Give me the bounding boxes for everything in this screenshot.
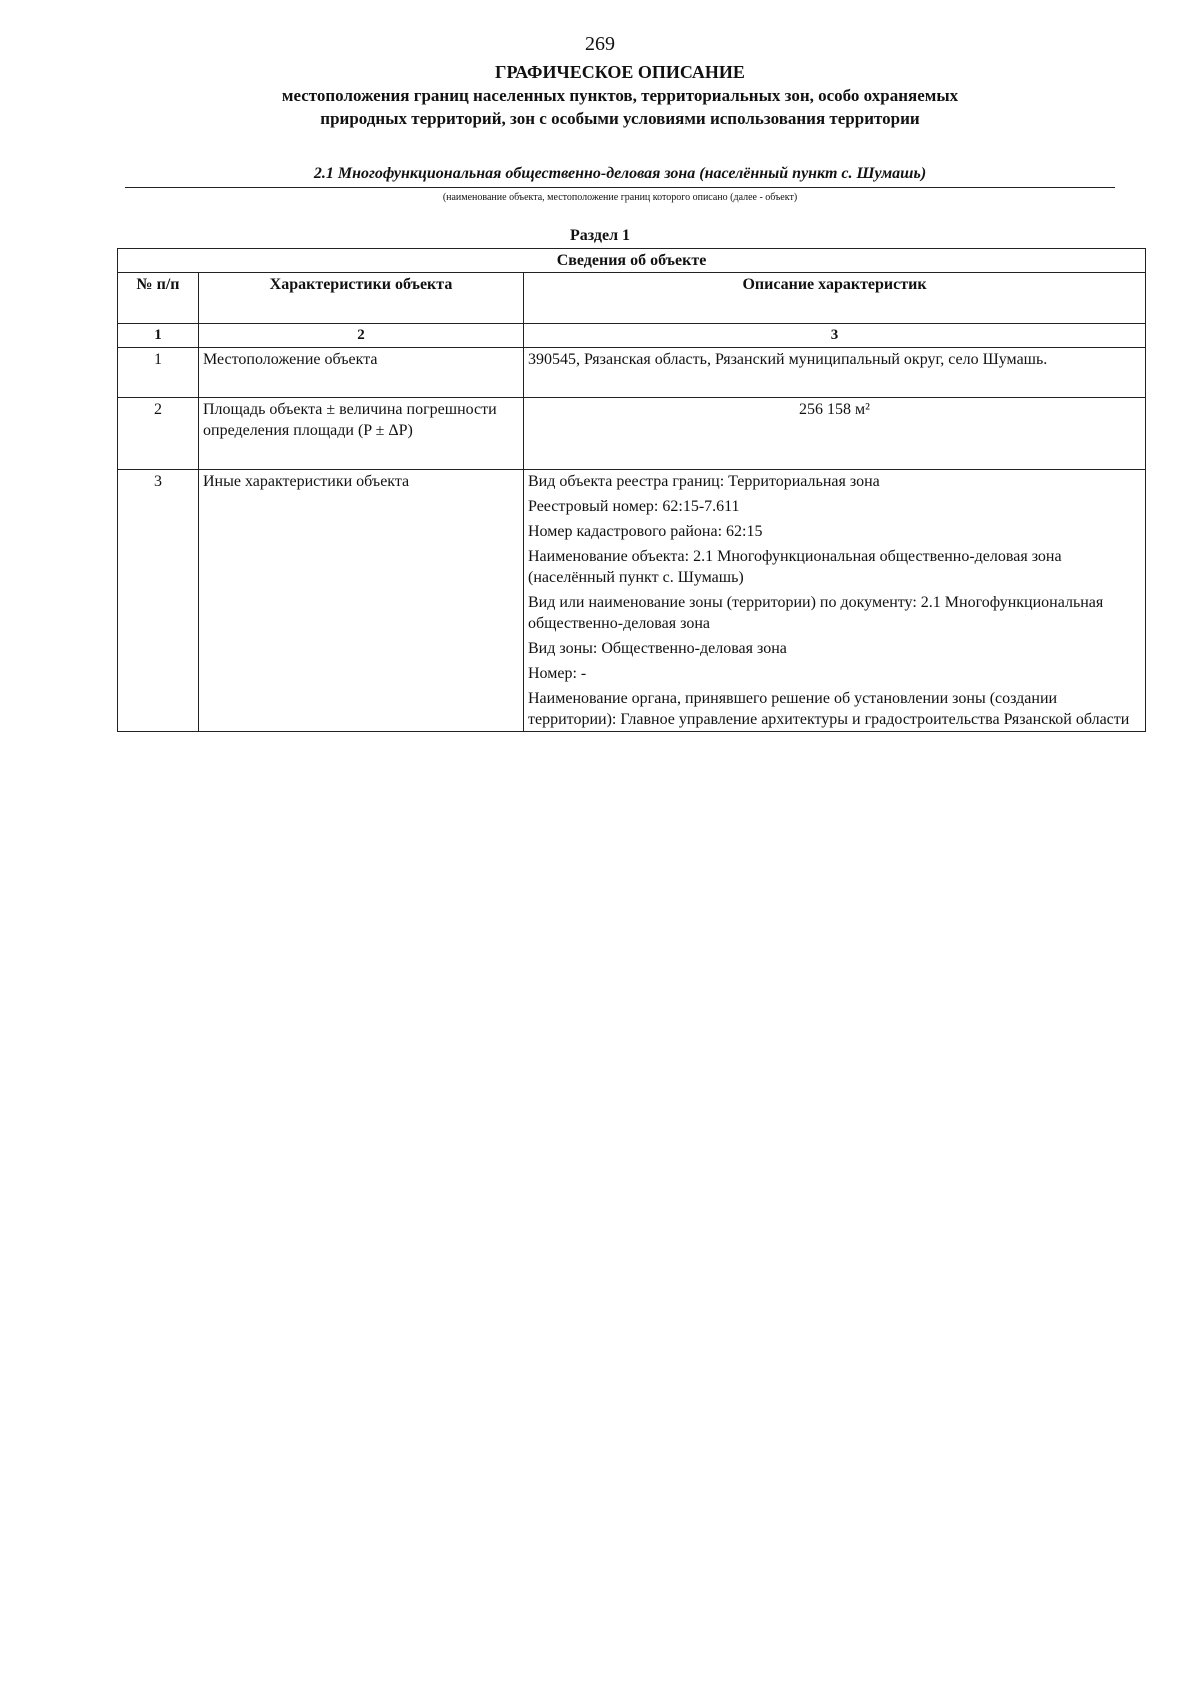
description-line: 390545, Рязанская область, Рязанский муниципальный округ, село Шумашь. bbox=[528, 351, 1048, 368]
row-characteristic: Местоположение объекта bbox=[199, 348, 524, 398]
description-line: Реестровый номер: 62:15-7.611 bbox=[528, 498, 740, 515]
section-title: Раздел 1 bbox=[569, 227, 631, 244]
document-header bbox=[120, 60, 1120, 130]
column-number: 3 bbox=[524, 324, 1146, 348]
header-description: Описание характеристик bbox=[524, 273, 1146, 324]
row-description bbox=[524, 470, 1146, 732]
row-characteristic: Иные характеристики объекта bbox=[199, 470, 524, 732]
document-title: ГРАФИЧЕСКОЕ ОПИСАНИЕ bbox=[495, 62, 745, 82]
table-header-row bbox=[118, 273, 1146, 324]
column-number: 1 bbox=[118, 324, 199, 348]
row-number: 1 bbox=[118, 348, 199, 398]
description-line: Наименование органа, принявшего решение об установлении зоны (создании территории): Главное управление архитектуры и градостроительства Рязанской области bbox=[528, 690, 1130, 728]
table-row bbox=[118, 398, 1146, 470]
row-number: 3 bbox=[118, 470, 199, 732]
description-line: Наименование объекта: 2.1 Многофункциональная общественно-деловая зона (населённый пункт с. Шумашь) bbox=[528, 548, 1062, 586]
table-row bbox=[118, 470, 1146, 732]
row-number: 2 bbox=[118, 398, 199, 470]
object-info-table bbox=[117, 248, 1146, 732]
row-description bbox=[524, 348, 1146, 398]
page-number: 269 bbox=[585, 33, 615, 55]
column-number: 2 bbox=[199, 324, 524, 348]
object-name: 2.1 Многофункциональная общественно-деловая зона (населённый пункт с. Шумашь) bbox=[125, 163, 1115, 188]
description-line: Номер кадастрового района: 62:15 bbox=[528, 523, 763, 540]
description-line: 256 158 м² bbox=[799, 401, 870, 418]
row-characteristic: Площадь объекта ± величина погрешности определения площади (P ± ΔP) bbox=[199, 398, 524, 470]
document-subtitle: местоположения границ населенных пунктов, территориальных зон, особо охраняемых природных территорий, зон с особыми условиями использования территории bbox=[281, 86, 959, 128]
object-name-caption: (наименование объекта, местоположение границ которого описано (далее - объект) bbox=[442, 192, 798, 203]
table-row bbox=[118, 348, 1146, 398]
row-description bbox=[524, 398, 1146, 470]
header-characteristic: Характеристики объекта bbox=[199, 273, 524, 324]
header-num: № п/п bbox=[118, 273, 199, 324]
description-line: Вид зоны: Общественно-деловая зона bbox=[528, 640, 787, 657]
description-line: Номер: - bbox=[528, 665, 587, 682]
column-number-row bbox=[118, 324, 1146, 348]
table-caption: Сведения об объекте bbox=[118, 249, 1146, 273]
description-line: Вид или наименование зоны (территории) по документу: 2.1 Многофункциональная общественно-деловая зона bbox=[528, 594, 1104, 632]
description-line: Вид объекта реестра границ: Территориальная зона bbox=[528, 473, 880, 490]
table-caption-row bbox=[118, 249, 1146, 273]
